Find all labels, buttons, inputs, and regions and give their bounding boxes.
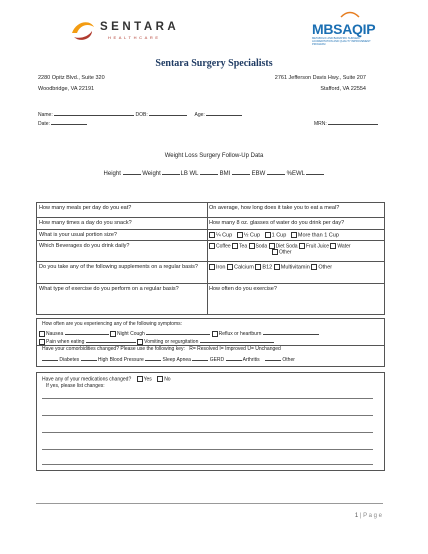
- exercise-type-cell[interactable]: [37, 284, 208, 314]
- meals-cell[interactable]: [37, 203, 208, 217]
- ewl-label: %EWL: [286, 171, 305, 177]
- weight-label: Weight: [142, 171, 161, 177]
- supplement-option-label: B12: [262, 263, 273, 270]
- reflux-checkbox[interactable]: [212, 331, 218, 337]
- address-left-line1: 2280 Opitz Blvd., Suite 320: [38, 75, 105, 81]
- ebw-label: EBW: [251, 171, 266, 177]
- dob-label: DOB:: [135, 112, 148, 118]
- comorbidities-heading: Have your comorbidities changed? Please use the following key:: [42, 346, 185, 352]
- footer-rule: [36, 503, 383, 504]
- question-exercise-frequency: How often do you exercise?: [209, 286, 277, 292]
- date-label: Date:: [38, 121, 50, 127]
- table-row: [37, 241, 384, 262]
- beverage-other-checkbox[interactable]: [272, 249, 278, 255]
- beverage-option-label: Tea: [239, 242, 248, 249]
- comorbidity-label: Other: [282, 357, 295, 363]
- table-row: [37, 218, 384, 230]
- supplement-other-checkbox[interactable]: [311, 264, 317, 270]
- supplement-cell: [37, 262, 208, 283]
- followup-heading: Weight Loss Surgery Follow-Up Data: [164, 153, 264, 159]
- medications-no-label: No: [164, 376, 171, 383]
- beverage-option-label: Water: [337, 242, 351, 249]
- iron-checkbox[interactable]: [209, 264, 215, 270]
- multivitamin-checkbox[interactable]: [274, 264, 280, 270]
- supplement-option-label: Other: [318, 263, 333, 270]
- height-label: Height: [103, 171, 121, 177]
- medications-box: [36, 372, 385, 471]
- mbsaqip-logo-subtext-2: ACCREDITATION AND QUALITY IMPROVEMENT PROGRAM: [312, 40, 371, 46]
- name-label: Name:: [38, 112, 53, 118]
- date-field[interactable]: [38, 119, 87, 127]
- address-right-line1: 2761 Jefferson Davis Hwy., Suite 207: [274, 75, 366, 81]
- question-beverage: Which Beverages do you drink daily?: [39, 243, 130, 249]
- portion-option-label: ¼ Cup: [216, 231, 233, 238]
- portion-option-label: ½ Cup: [243, 231, 261, 238]
- mbsaqip-logo-subtext-1: METABOLIC AND BARIATRIC SURGERY: [312, 37, 361, 40]
- beverage-option-label: Other: [279, 249, 292, 256]
- bmi-label: BMI: [219, 171, 231, 177]
- snack-cell[interactable]: [37, 218, 208, 229]
- comorbidity-label: High Blood Pressure: [97, 357, 144, 363]
- question-meals: How many meals per day do you eat?: [39, 205, 132, 211]
- night-cough-checkbox[interactable]: [110, 331, 116, 337]
- nausea-checkbox[interactable]: [39, 331, 45, 337]
- beverage-option-label: Coffee: [216, 242, 231, 249]
- mrn-field[interactable]: [314, 119, 378, 127]
- lb-wl-label: LB WL: [180, 171, 199, 177]
- comorbidity-label: Diabetes: [59, 357, 80, 363]
- page-number-value: 1: [354, 513, 359, 519]
- supplement-option-label: Multivitamin: [280, 263, 310, 270]
- beverage-options: [207, 241, 384, 261]
- calcium-checkbox[interactable]: [227, 264, 233, 270]
- night-cough-label: Night Cough: [117, 331, 145, 337]
- nausea-label: Nausea: [46, 331, 64, 337]
- soda-checkbox[interactable]: [249, 243, 255, 249]
- question-exercise-type: What type of exercise do you perform on a regular basis?: [39, 286, 179, 292]
- page-title: Sentara Surgery Specialists: [155, 58, 273, 69]
- sentara-logo-subtext: HEALTHCARE: [108, 35, 161, 40]
- name-field[interactable]: [38, 110, 242, 118]
- page-number: 1 | P a g e: [354, 513, 382, 519]
- question-supplement: Do you take any of the following supplements on a regular basis?: [39, 264, 198, 270]
- comorbidities-list[interactable]: [42, 355, 295, 363]
- sentara-logo-icon: [68, 17, 96, 45]
- medication-line[interactable]: [42, 415, 373, 416]
- supplement-option-label: Calcium: [234, 263, 254, 270]
- medication-line[interactable]: [42, 464, 373, 465]
- beverage-cell: [37, 241, 208, 261]
- reflux-label: Reflux or heartburn: [218, 331, 262, 337]
- portion-cell: [37, 230, 208, 240]
- coffee-checkbox[interactable]: [209, 243, 215, 249]
- supplement-options: [207, 262, 384, 283]
- medications-yes-checkbox[interactable]: [137, 376, 143, 382]
- question-snack: How many times a day do you snack?: [39, 220, 132, 226]
- b12-checkbox[interactable]: [255, 264, 261, 270]
- medication-line[interactable]: [42, 449, 373, 450]
- vomiting-label: Vomiting or regurgitation: [144, 339, 199, 345]
- medications-yes-label: Yes: [143, 376, 152, 383]
- age-label: Age:: [194, 112, 205, 118]
- comorbidities-key: R= Resolved I= Improved U= Unchanged: [189, 346, 281, 352]
- medication-line[interactable]: [42, 398, 373, 399]
- portion-options: [207, 230, 384, 240]
- beverage-option-label: Diet Soda: [275, 242, 298, 249]
- water-checkbox[interactable]: [330, 243, 336, 249]
- mbsaqip-logo-text: MBSAQIP: [312, 21, 376, 37]
- comorbidities-box: [36, 344, 385, 367]
- exercise-frequency-cell[interactable]: [207, 284, 384, 314]
- mrn-label: MRN:: [314, 121, 327, 127]
- sentara-logo-text: SENTARA: [100, 21, 180, 33]
- beverage-option-label: Fruit Juice: [305, 242, 329, 249]
- question-portion: What is your usual portion size?: [39, 232, 117, 238]
- comorbidity-label: Arthritis: [242, 357, 260, 363]
- comorbidity-label: GERD: [209, 357, 225, 363]
- water-cell[interactable]: [207, 218, 384, 229]
- medication-line[interactable]: [42, 432, 373, 433]
- medications-followup: If yes, please list changes:: [46, 383, 105, 389]
- table-row: [37, 262, 384, 284]
- pain-label: Pain when eating: [46, 339, 85, 345]
- medications-no-checkbox[interactable]: [157, 376, 163, 382]
- diet-soda-checkbox[interactable]: [269, 243, 275, 249]
- portion-one-checkbox[interactable]: [265, 232, 271, 238]
- beverage-option-label: Soda: [255, 242, 268, 249]
- address-left-line2: Woodbridge, VA 22191: [38, 86, 95, 92]
- symptoms-box: [36, 318, 385, 346]
- question-water: How many 8 oz. glasses of water do you drink per day?: [209, 220, 345, 226]
- comorbidity-label: Sleep Apnea: [162, 357, 191, 363]
- fruit-juice-checkbox[interactable]: [299, 243, 305, 249]
- question-meal-time: On average, how long does it take you to eat a meal?: [209, 205, 340, 211]
- questionnaire-table: [36, 202, 385, 315]
- mbsaqip-logo: [312, 15, 376, 46]
- symptoms-heading: How often are you experiencing any of the following symptoms:: [42, 321, 183, 327]
- portion-option-label: More than 1 Cup: [297, 231, 339, 238]
- portion-option-label: 1 Cup: [271, 231, 287, 238]
- page-label: P a g e: [363, 513, 382, 519]
- supplement-option-label: Iron: [216, 263, 226, 270]
- medications-question: Have any of your medications changed?: [42, 376, 132, 383]
- portion-more-checkbox[interactable]: [291, 232, 297, 238]
- tea-checkbox[interactable]: [232, 243, 238, 249]
- portion-quarter-checkbox[interactable]: [209, 232, 215, 238]
- table-row: [37, 230, 384, 241]
- table-row: [37, 203, 384, 218]
- table-row: [37, 284, 384, 314]
- meal-time-cell[interactable]: [207, 203, 384, 217]
- address-right-line2: Stafford, VA 22554: [320, 86, 366, 92]
- portion-half-checkbox[interactable]: [237, 232, 243, 238]
- followup-measurements[interactable]: [0, 169, 428, 178]
